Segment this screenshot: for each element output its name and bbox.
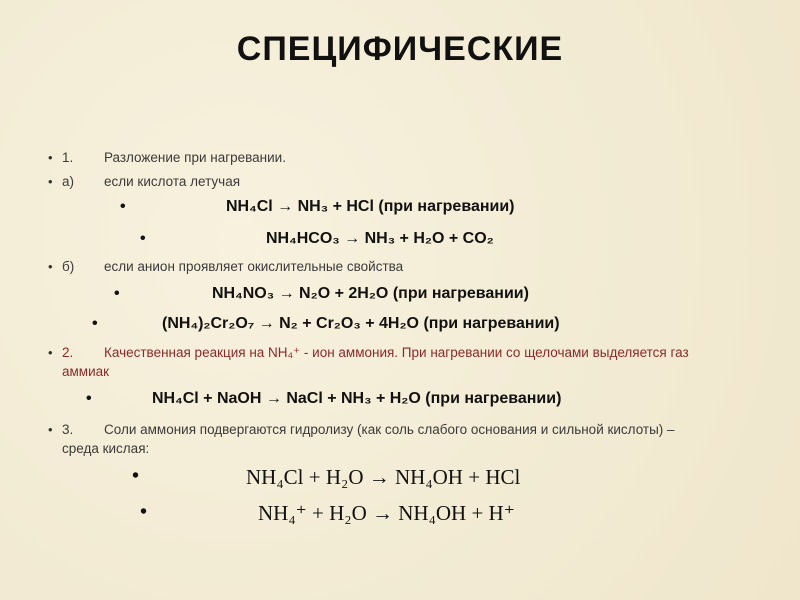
equation-text: NH₄Cl + H₂O → NH₄OH + HCl xyxy=(246,465,521,489)
equation-6 xyxy=(132,465,521,490)
item-text: Разложение при нагревании. xyxy=(104,150,286,165)
equation-4 xyxy=(92,315,560,333)
equation-3 xyxy=(114,285,529,303)
bullet-icon: • xyxy=(48,259,53,274)
bullet-icon: • xyxy=(132,465,140,487)
item-number: б) xyxy=(62,259,75,274)
list-item-b xyxy=(48,259,404,274)
list-item-3 xyxy=(48,420,702,458)
list-item-2 xyxy=(48,343,702,381)
bullet-icon: • xyxy=(140,230,146,247)
item-number: 1. xyxy=(62,150,74,165)
equation-7 xyxy=(140,501,515,526)
equation-5 xyxy=(86,390,562,408)
equation-text: NH₄Cl → NH₃ + HCl (при нагревании) xyxy=(226,198,515,215)
equation-text: NH₄Cl + NaOH → NaCl + NH₃ + H₂O (при нагревании) xyxy=(152,390,562,407)
bullet-icon: • xyxy=(120,198,126,215)
list-item-a xyxy=(48,174,241,189)
list-item-1 xyxy=(48,150,286,165)
item-text: если анион проявляет окислительные свойства xyxy=(104,259,404,274)
equation-text: (NH₄)₂Cr₂O₇ → N₂ + Cr₂O₃ + 4H₂O (при нагревании) xyxy=(162,315,560,332)
equation-1 xyxy=(120,198,515,216)
equation-text: NH₄HCO₃ → NH₃ + H₂O + CO₂ xyxy=(266,230,494,247)
item-number: а) xyxy=(62,174,75,189)
equation-2 xyxy=(140,230,494,248)
item-text: 2. Качественная реакция на NH₄⁺ - ион аммония. При нагревании со щелочами выделяется газ аммиак xyxy=(62,345,689,379)
bullet-icon: • xyxy=(140,501,148,523)
bullet-icon: • xyxy=(86,390,92,407)
item-text: если кислота летучая xyxy=(104,174,241,189)
bullet-icon: • xyxy=(114,285,120,302)
bullet-icon: • xyxy=(48,174,53,189)
bullet-icon: • xyxy=(48,422,53,437)
bullet-icon: • xyxy=(48,345,53,360)
equation-text: NH₄⁺ + H₂O → NH₄OH + H⁺ xyxy=(258,501,515,525)
bullet-icon: • xyxy=(92,315,98,332)
equation-text: NH₄NO₃ → N₂O + 2H₂O (при нагревании) xyxy=(212,285,529,302)
slide-title: СПЕЦИФИЧЕСКИЕ xyxy=(236,30,564,68)
item-text: 3. Соли аммония подвергаются гидролизу (как соль слабого основания и сильной кислоты) – среда кислая: xyxy=(62,422,675,456)
bullet-icon: • xyxy=(48,150,53,165)
